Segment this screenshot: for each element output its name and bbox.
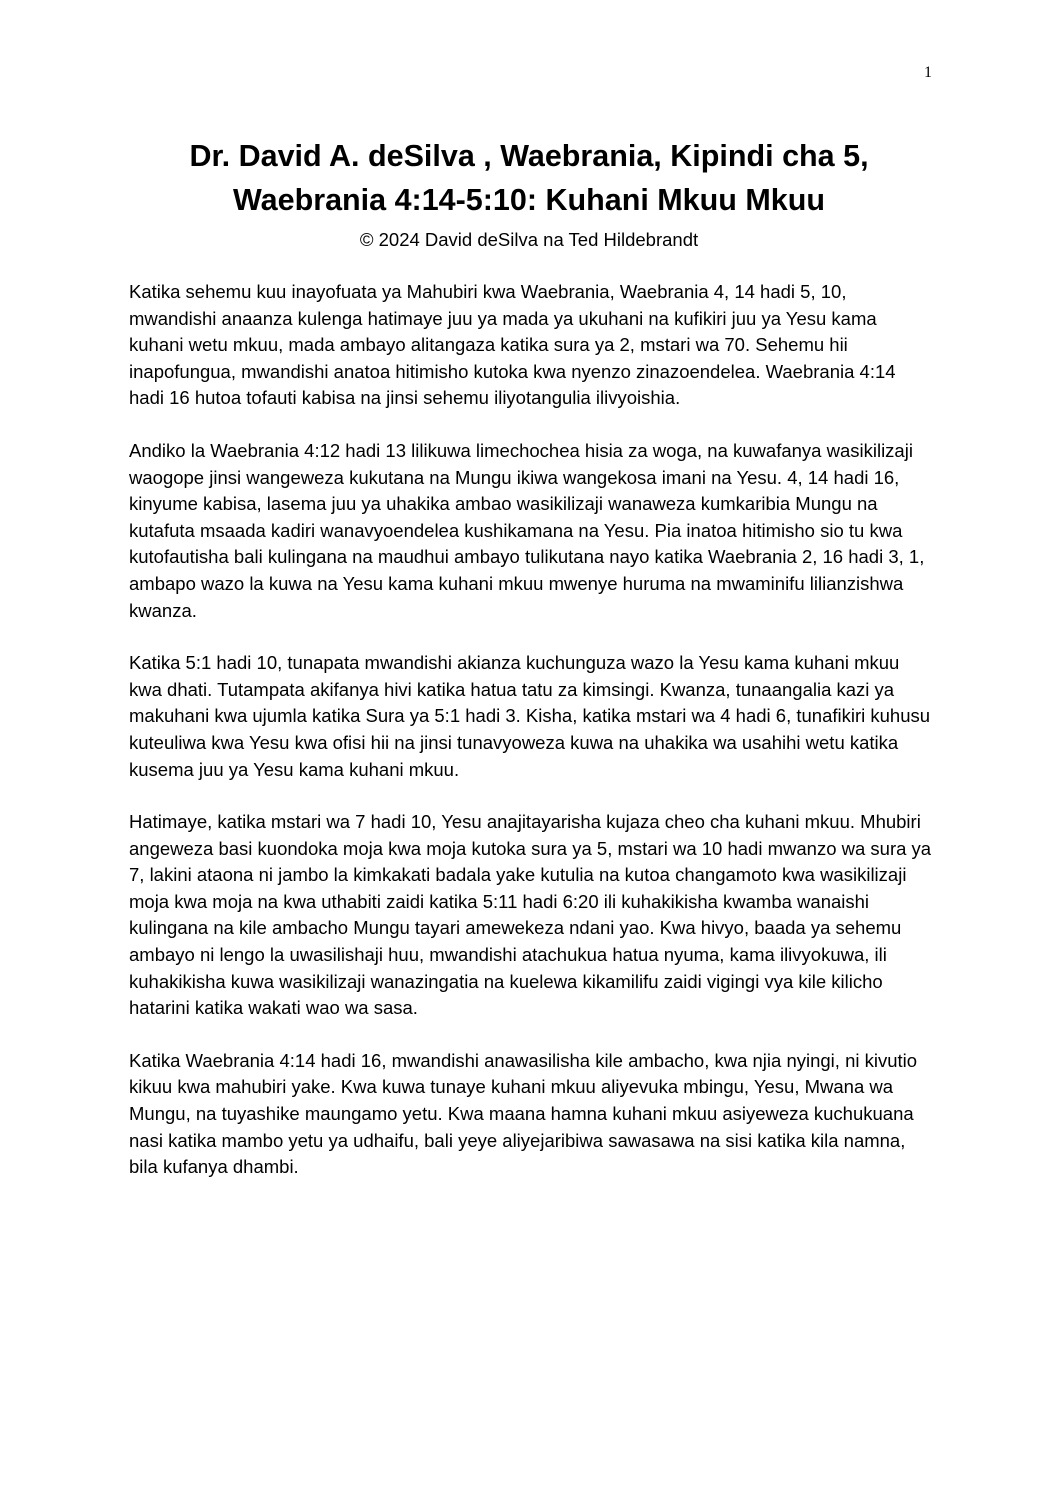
- document-body: [129, 279, 933, 1207]
- copyright-notice: © 2024 David deSilva na Ted Hildebrandt: [359, 229, 699, 250]
- paragraph-2: Andiko la Waebrania 4:12 hadi 13 lilikuwa limechochea hisia za woga, na kuwafanya wasikilizaji waogope jinsi wangeweza kukutana na Mungu ikiwa wangekosa imani na Yesu. 4, 14 hadi 16, kinyume kabisa, lasema juu ya uhakika ambao wasikilizaji wanaweza kumkaribia Mungu na kutafuta msaada kadiri wanavyoendelea kushikamana na Yesu. Pia inatoa hitimisho sio tu kwa kutofautisha bali kulingana na maudhui ambayo tulikutana nayo katika Waebrania 2, 16 hadi 3, 1, ambapo wazo la kuwa na Yesu kama kuhani mkuu mwenye huruma na mwaminifu lilianzishwa kwanza.: [129, 439, 925, 621]
- page-number: 1: [924, 64, 932, 81]
- title-line-1: Dr. David A. deSilva , Waebrania, Kipindi cha 5,: [189, 139, 869, 173]
- title-line-2: Waebrania 4:14-5:10: Kuhani Mkuu Mkuu: [232, 183, 826, 217]
- paragraph-5: Katika Waebrania 4:14 hadi 16, mwandishi anawasilisha kile ambacho, kwa njia nyingi, ni kivutio kikuu kwa mahubiri yake. Kwa kuwa tunaye kuhani mkuu aliyevuka mbingu, Yesu, Mwana wa Mungu, na tuyashike maungamo yetu. Kwa maana hamna kuhani mkuu asiyeweza kuchukuana nasi katika mambo yetu ya udhaifu, bali yeye aliyejaribiwa sawasawa na sisi katika kila namna, bila kufanya dhambi.: [129, 1049, 918, 1178]
- paragraph-1: Katika sehemu kuu inayofuata ya Mahubiri kwa Waebrania, Waebrania 4, 14 hadi 5, 10, mwandishi anaanza kulenga hatimaye juu ya mada ya ukuhani na kufikiri juu ya Yesu kama kuhani wetu mkuu, mada ambayo alitangaza katika sura ya 2, mstari wa 70. Sehemu hii inapofungua, mwandishi anatoa hitimisho kutoka kwa nyenzo zinazoendelea. Waebrania 4:14 hadi 16 hutoa tofauti kabisa na jinsi sehemu iliyotangulia ilivyoishia.: [129, 281, 896, 409]
- paragraph-3: Katika 5:1 hadi 10, tunapata mwandishi akianza kuchunguza wazo la Yesu kama kuhani mkuu kwa dhati. Tutampata akifanya hivi katika hatua tatu za kimsingi. Kwanza, tunaangalia kazi ya makuhani kwa ujumla katika Sura ya 5:1 hadi 3. Kisha, katika mstari wa 4 hadi 6, tunafikiri kuhusu kuteuliwa kwa Yesu kwa ofisi hii na jinsi tunavyoweza kuwa na uhakika wa usahihi wetu katika kusema juu ya Yesu kama kuhani mkuu.: [129, 652, 931, 780]
- paragraph-4: Hatimaye, katika mstari wa 7 hadi 10, Yesu anajitayarisha kujaza cheo cha kuhani mkuu. Mhubiri angeweza basi kuondoka moja kwa moja kutoka sura ya 5, mstari wa 10 hadi mwanzo wa sura ya 7, lakini ataona ni jambo la kimkakati badala yake kutulia na kutoa changamoto kwa wasikilizaji moja kwa moja na kwa uthabiti zaidi katika 5:11 hadi 6:20 ili kuhakikisha kwamba wanaishi kulingana na kile ambacho Mungu tayari amewekeza ndani yao. Kwa hivyo, baada ya sehemu ambayo ni lengo la uwasilishaji huu, mwandishi atachukua hatua nyuma, kama ilivyokuwa, ili kuhakikisha kuwa wasikilizaji wanazingatia na kuelewa kikamilifu zaidi vigingi vya kile kilicho hatarini katika wakati wao wa sasa.: [129, 811, 932, 1019]
- document-title: [100, 134, 958, 222]
